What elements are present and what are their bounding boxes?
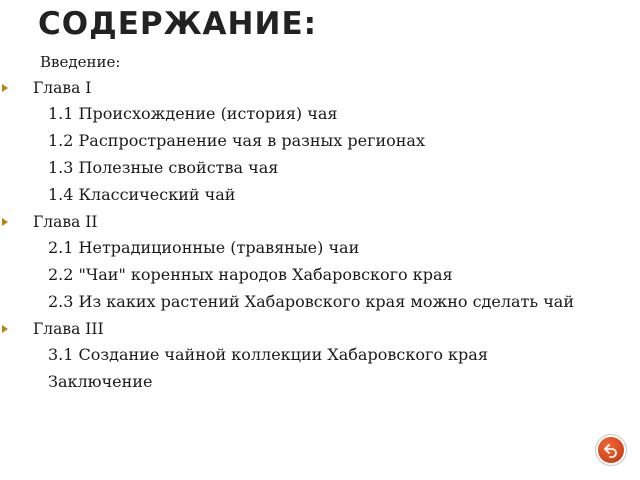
back-navigation-button[interactable]: [598, 437, 624, 463]
toc-item: 2.1 Нетрадиционные (травяные) чаи: [48, 238, 360, 257]
toc-item: 1.3 Полезные свойства чая: [48, 158, 279, 177]
bullet-icon: [2, 218, 8, 226]
toc-item: 2.2 "Чаи" коренных народов Хабаровского края: [48, 265, 453, 284]
toc-item: 1.1 Происхождение (история) чая: [48, 104, 338, 123]
back-arrow-icon: [603, 442, 619, 458]
chapter-3-label: Глава III: [33, 320, 104, 338]
intro-label: Введение:: [40, 53, 121, 71]
bullet-icon: [2, 325, 8, 333]
toc-item: 2.3 Из каких растений Хабаровского края можно сделать чай: [48, 292, 574, 311]
toc-item: Заключение: [48, 372, 153, 391]
toc-item: 3.1 Создание чайной коллекции Хабаровского края: [48, 345, 488, 364]
toc-item: 1.4 Классический чай: [48, 185, 236, 204]
bullet-icon: [2, 84, 8, 92]
chapter-2-label: Глава II: [33, 213, 98, 231]
slide-title: СОДЕРЖАНИЕ:: [38, 6, 318, 42]
toc-item: 1.2 Распространение чая в разных регионах: [48, 131, 425, 150]
chapter-1-label: Глава I: [33, 79, 92, 97]
